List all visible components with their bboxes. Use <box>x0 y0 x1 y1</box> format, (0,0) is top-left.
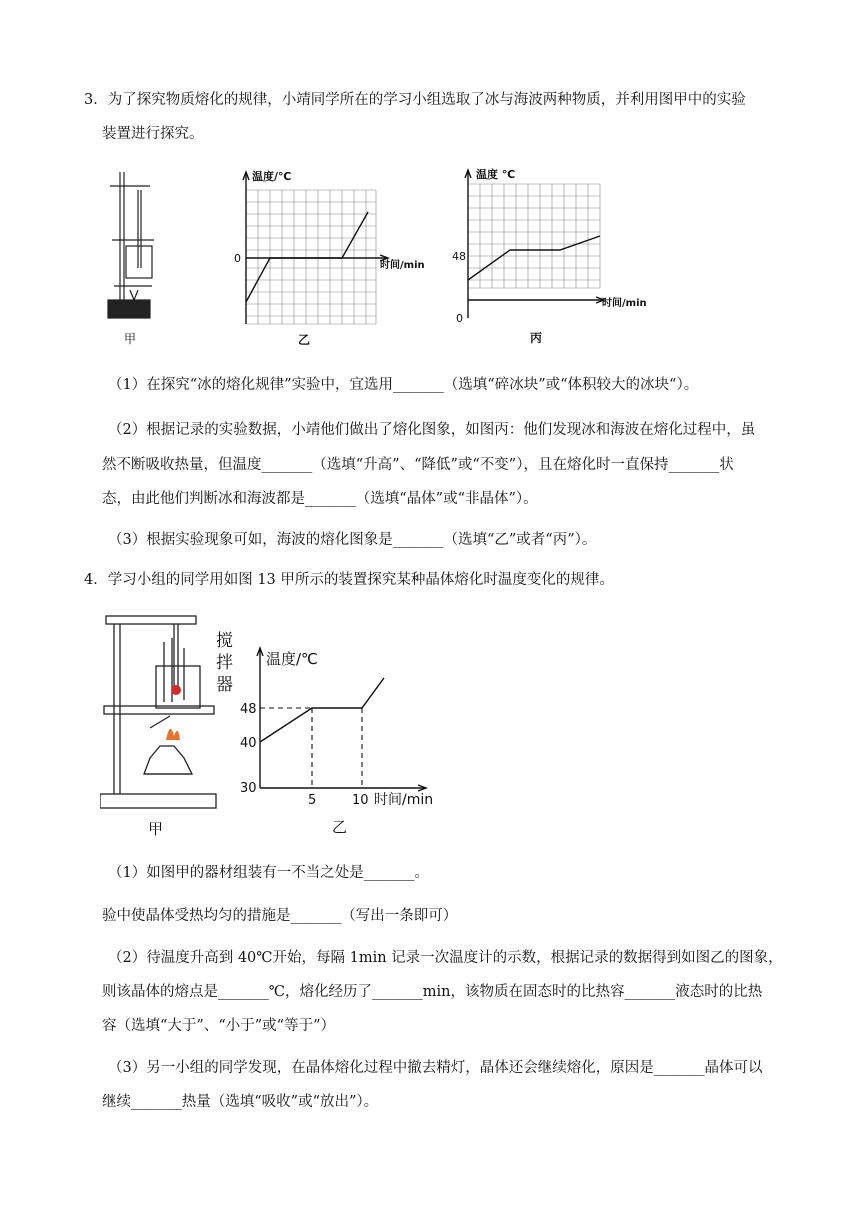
q4-yi-ytick-48: 48 <box>240 702 257 717</box>
q4-yi-ytick-40: 40 <box>240 736 257 751</box>
q4-yi-xtick-5: 5 <box>308 793 317 808</box>
q4-part3-line1: （3）另一小组的同学发现，在晶体熔化过程中撤去精灯，晶体还会继续熔化，原因是_______晶体可以 <box>108 1060 763 1076</box>
q4-figure-yi-chart <box>232 640 442 840</box>
thermometer-bulb <box>171 685 181 695</box>
q4-part2-line1: （2）待温度升高到 40℃开始，每隔 1min 记录一次温度计的示数，根据记录的数据得到如图乙的图象， <box>108 950 783 966</box>
q4-part2-line3: 容（选填“大于”、“小于”或“等于”） <box>102 1018 335 1034</box>
q3-yi-ylabel: 温度/℃ <box>252 170 292 183</box>
q4-yi-xtick-10: 10 <box>352 793 369 808</box>
q3-figure-bing-chart <box>452 166 664 350</box>
q3-bing-ylabel: 温度 ℃ <box>476 168 516 181</box>
q3-figure-jia-label: 甲 <box>124 332 137 346</box>
q3-bing-ytick-0: 0 <box>456 312 463 325</box>
q4-stirrer-label-3: 器 <box>216 675 233 695</box>
q3-part2-line1: （2）根据记录的实验数据，小靖他们做出了熔化图象，如图丙：他们发现冰和海波在熔化过程中，虽 <box>108 422 756 438</box>
q4-yi-caption: 乙 <box>332 818 348 836</box>
q4-part1: （1）如图甲的器材组装有一不当之处是_______。 <box>108 865 429 881</box>
q4-part3-line2: 继续_______热量（选填“吸收”或“放出”）。 <box>102 1094 379 1110</box>
q3-yi-ytick-0: 0 <box>234 252 241 265</box>
q4-stirrer-label-1: 搅 <box>216 631 233 651</box>
q3-yi-xlabel: 时间/min <box>380 260 425 271</box>
flame-icon <box>166 729 180 740</box>
q4-stem: 4．学习小组的同学用如图 13 甲所示的装置探究某种晶体熔化时温度变化的规律。 <box>84 572 614 588</box>
q3-figure-yi-chart <box>228 166 444 350</box>
q4-yi-xlabel: 时间/min <box>374 792 434 808</box>
q4-figure-jia-label: 甲 <box>148 820 164 838</box>
q3-bing-caption: 丙 <box>530 331 543 345</box>
q3-figure-jia-apparatus <box>100 168 160 348</box>
q3-part3: （3）根据实验现象可如，海波的熔化图象是_______（选填“乙”或者“丙”）。 <box>108 532 597 548</box>
q3-part2-line2: 然不断吸收热量，但温度_______（选填“升高”、“降低”或“不变”），且在熔化时一直保持_______状 <box>102 457 734 473</box>
q3-part2-line3: 态，由此他们判断冰和海波都是_______（选填“晶体”或“非晶体”）。 <box>102 491 538 507</box>
q3-stem-line2: 装置进行探究。 <box>102 126 204 142</box>
q4-stirrer-label-2: 拌 <box>216 653 233 673</box>
q4-yi-ylabel: 温度/℃ <box>266 650 318 668</box>
q3-part1: （1）在探究“冰的熔化规律”实验中，宜选用_______（选填“碎冰块”或“体积较大的冰块“）。 <box>108 377 699 393</box>
q3-bing-ytick-48: 48 <box>452 250 466 263</box>
q4-part1-b: 验中使晶体受热均匀的措施是_______（写出一条即可） <box>102 908 458 924</box>
q4-figure-jia-apparatus <box>100 608 240 842</box>
q3-bing-xlabel: 时间/min <box>602 298 647 309</box>
q4-part2-line2: 则该晶体的熔点是_______℃，熔化经历了_______min，该物质在固态时的比热容_______液态时的比热 <box>102 984 763 1000</box>
q3-yi-caption: 乙 <box>298 333 311 347</box>
q4-yi-ytick-30: 30 <box>240 781 257 796</box>
q3-stem-line1: 3．为了探究物质熔化的规律，小靖同学所在的学习小组选取了冰与海波两种物质，并利用图甲中的实验 <box>84 92 746 108</box>
